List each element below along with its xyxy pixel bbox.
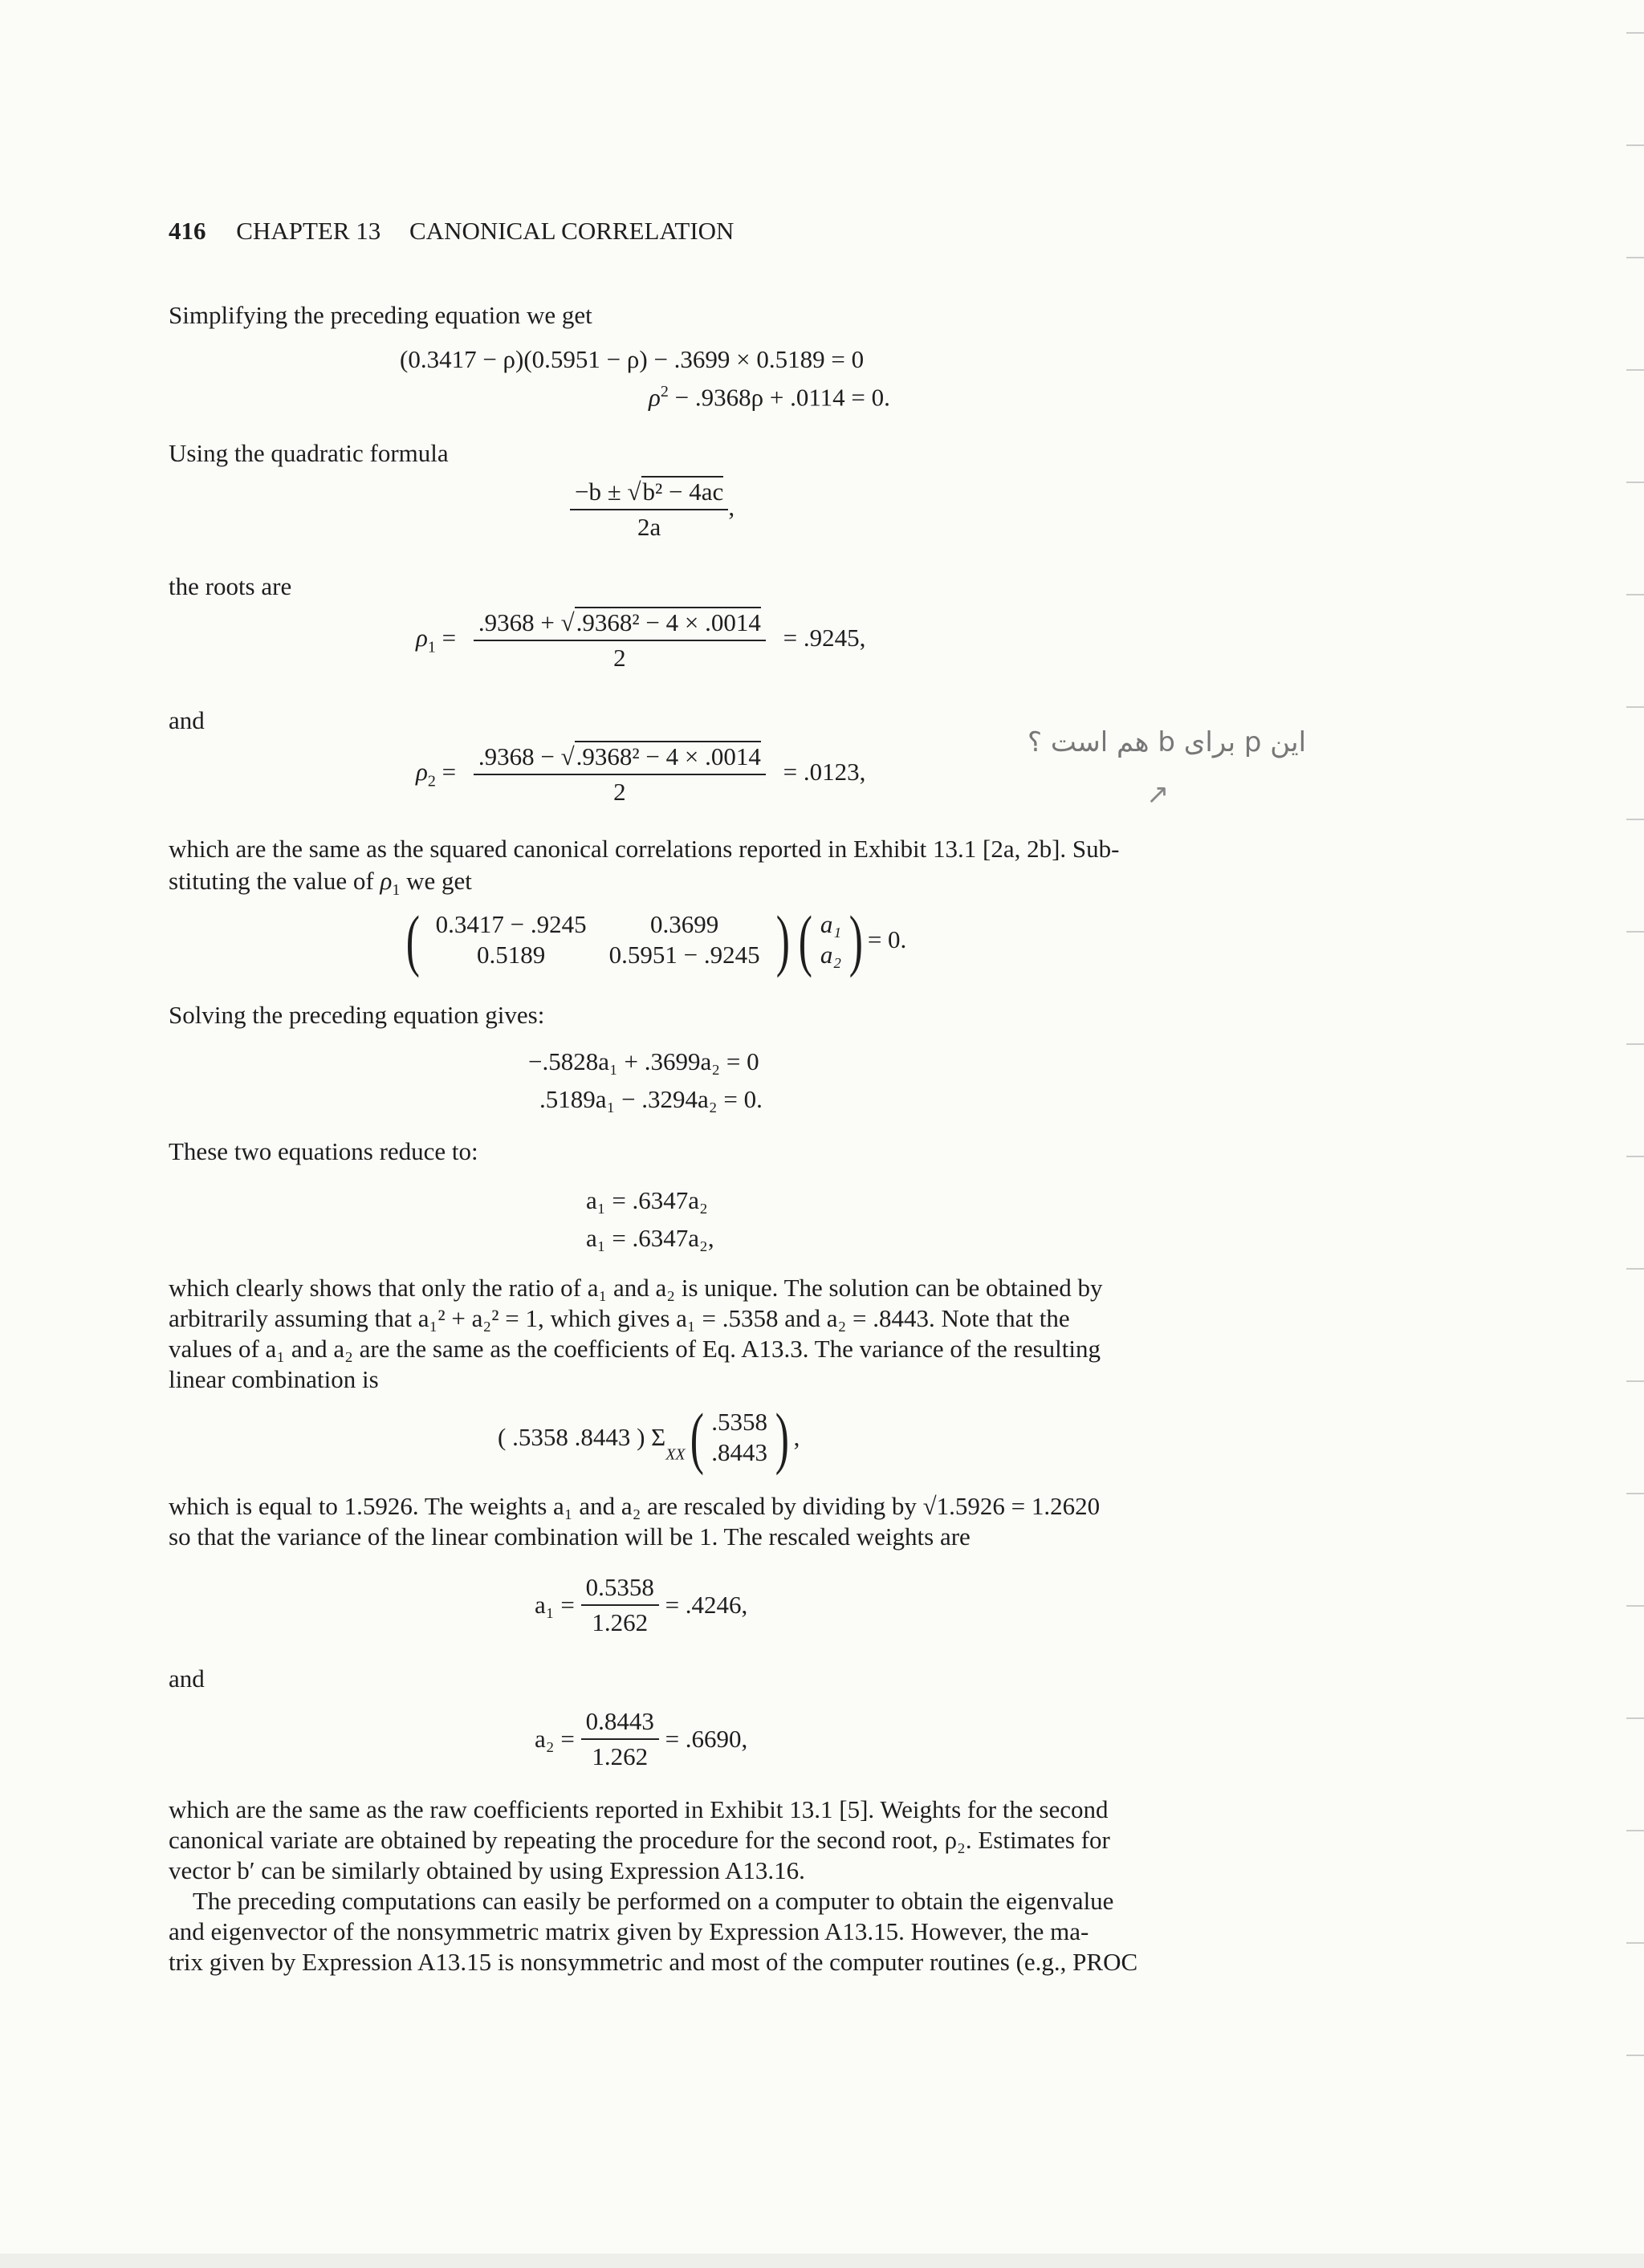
arrow-icon: ↗	[1146, 778, 1170, 811]
margin-mark	[1626, 144, 1644, 146]
matrix-cell: 0.5951 − .9245	[608, 941, 760, 969]
paragraph-squared-line2: stituting the value of $\rho_1$ we get	[169, 867, 472, 900]
equation-characteristic: (0.3417 − ρ)(0.5951 − ρ) − .3699 × 0.5189 = 0	[400, 345, 865, 373]
paragraph-reduce: These two equations reduce to:	[169, 1137, 478, 1165]
rho2-radicand: .9368² − 4 × .0014	[576, 742, 761, 770]
margin-mark	[1626, 1268, 1644, 1270]
rho2-fraction	[474, 742, 766, 807]
quadratic-radicand: b² − 4ac	[642, 478, 724, 506]
paragraph-rescale-line2: so that the variance of the linear combination will be 1. The rescaled weights are	[169, 1522, 971, 1551]
running-header	[169, 215, 734, 247]
quadratic-fraction	[570, 478, 728, 542]
sqrt-icon: √	[560, 742, 575, 770]
paragraph-and-1: and	[169, 706, 205, 734]
equation-weight-a2	[535, 1707, 747, 1771]
rho1-subscript: 1	[427, 638, 436, 656]
weight-a1-numerator: 0.5358	[585, 1573, 654, 1601]
weight-a2-result: = .6690,	[665, 1725, 748, 1753]
equation-reduced-2: a₁ = .6347a₂,	[586, 1224, 714, 1252]
margin-mark	[1626, 931, 1644, 933]
margin-mark	[1626, 706, 1644, 708]
equation-weight-a1	[535, 1573, 747, 1637]
paragraph-raw-line1: which are the same as the raw coefficients reported in Exhibit 13.1 [5]. Weights for the second	[169, 1795, 1109, 1823]
paragraph-ratio-line4: linear combination is	[169, 1365, 379, 1393]
weight-a2-fraction	[581, 1707, 659, 1771]
weight-a1-fraction	[581, 1573, 659, 1637]
vector-entry: a₂	[820, 941, 842, 969]
quadratic-formula	[570, 478, 735, 542]
paragraph-computer-line2: and eigenvector of the nonsymmetric matrix given by Expression A13.15. However, the ma-	[169, 1917, 1089, 1945]
vector-entry: a₁	[820, 910, 842, 938]
margin-mark	[1626, 369, 1644, 371]
variance-subscript: XX	[665, 1445, 686, 1464]
paragraph-roots: the roots are	[169, 572, 292, 600]
weight-a1-denominator: 1.262	[581, 1604, 659, 1637]
equation-quadratic-rho	[649, 383, 890, 412]
rho2-denominator: 2	[474, 774, 766, 807]
margin-mark	[1626, 1942, 1644, 1944]
equation-rho2: $\rho_2$ = $\frac{\text{.9368 − √.9368² − 4 × .0014}}{2}$ = .0123,	[416, 742, 866, 806]
paragraph-ratio-line2: arbitrarily assuming that a₁² + a₂² = 1, which gives a₁ = .5358 and a₂ = .8443. Note that the	[169, 1304, 1070, 1332]
margin-mark	[1626, 482, 1644, 483]
paragraph-ratio-line1: which clearly shows that only the ratio of a₁ and a₂ is unique. The solution can be obtained by	[169, 1274, 1103, 1302]
rho1-denominator: 2	[474, 640, 766, 673]
matrix-rhs: = 0.	[867, 925, 907, 953]
margin-mark	[1626, 1493, 1644, 1494]
handwritten-annotation: این p برای b هم است ؟	[1028, 726, 1307, 758]
margin-mark	[1626, 2055, 1644, 2056]
coefficient-matrix	[425, 909, 771, 970]
weight-a2-lhs: a₂ =	[535, 1725, 575, 1753]
matrix-equation	[401, 901, 907, 978]
variance-row-vector: ( .5358 .8443 ) Σ	[498, 1423, 666, 1451]
paragraph-squared-line1: which are the same as the squared canonical correlations reported in Exhibit 13.1 [2a, 2b]. Sub-	[169, 835, 1120, 863]
margin-mark	[1626, 594, 1644, 595]
bottom-scan-edge	[0, 2254, 1644, 2268]
matrix-cell: 0.3699	[649, 910, 719, 938]
margin-mark	[1626, 1156, 1644, 1157]
left-paren-icon: (	[405, 901, 420, 978]
weight-a2-denominator: 1.262	[581, 1738, 659, 1771]
variance-expression	[498, 1399, 800, 1476]
right-paren-icon: )	[848, 901, 864, 978]
weight-a2-numerator: 0.8443	[585, 1707, 654, 1735]
rho2-subscript: 2	[427, 772, 436, 791]
chapter-label: CHAPTER 13	[236, 217, 381, 245]
rho1-result: = .9245,	[783, 624, 866, 652]
left-paren-icon: (	[798, 901, 813, 978]
rho-symbol: ρ	[649, 383, 661, 412]
variance-column-vector	[708, 1407, 771, 1468]
paragraph-squared-prefix: stituting the value of	[169, 867, 380, 895]
quadratic-numerator-prefix: −b ±	[575, 478, 628, 506]
chapter-title: CANONICAL CORRELATION	[409, 217, 735, 245]
rho2-numerator-prefix: .9368 −	[478, 742, 561, 770]
paragraph-raw-line3: vector b′ can be similarly obtained by using Expression A13.16.	[169, 1856, 805, 1884]
paragraph-squared-suffix: we get	[400, 867, 472, 895]
page-number: 416	[169, 217, 206, 245]
equation-system-1: −.5828a₁ + .3699a₂ = 0	[528, 1047, 759, 1075]
paragraph-raw-line2: canonical variate are obtained by repeating the procedure for the second root, ρ₂. Estimates for	[169, 1826, 1110, 1854]
paragraph-quadratic-formula: Using the quadratic formula	[169, 439, 449, 467]
margin-mark	[1626, 32, 1644, 34]
sqrt-icon: √	[627, 478, 641, 506]
vector-entry: .8443	[711, 1438, 768, 1466]
margin-mark	[1626, 1605, 1644, 1607]
quadratic-denominator: 2a	[570, 509, 728, 542]
right-paren-icon: )	[775, 901, 790, 978]
equation-rho1: $\rho_1$ = $\frac{\text{.9368 + √.9368² − 4 × .0014}}{2}$ = .9245,	[416, 608, 866, 672]
left-paren-icon: (	[690, 1399, 704, 1476]
sqrt-icon: √	[560, 608, 575, 636]
paragraph-solving: Solving the preceding equation gives:	[169, 1001, 545, 1029]
margin-mark	[1626, 1717, 1644, 1719]
vector-entry: .5358	[711, 1408, 768, 1436]
weight-a1-result: = .4246,	[665, 1591, 748, 1619]
right-paren-icon: )	[775, 1399, 789, 1476]
margin-mark	[1626, 1380, 1644, 1382]
rho1-symbol: ρ	[416, 624, 428, 652]
paragraph-simplifying: Simplifying the preceding equation we get	[169, 301, 592, 329]
margin-mark	[1626, 1043, 1644, 1045]
rho1-fraction	[474, 608, 766, 673]
rho2-result: = .0123,	[783, 758, 866, 786]
paragraph-rescale-line1: which is equal to 1.5926. The weights a₁ and a₂ are rescaled by dividing by √1.5926 = 1.2620	[169, 1492, 1101, 1520]
variance-trail: ,	[793, 1423, 800, 1451]
equation-system-2: .5189a₁ − .3294a₂ = 0.	[539, 1085, 763, 1113]
weight-a1-lhs: a₁ =	[535, 1591, 575, 1619]
paragraph-ratio-line3: values of a₁ and a₂ are the same as the coefficients of Eq. A13.3. The variance of the resulting	[169, 1335, 1101, 1363]
equation-rest: − .9368ρ + .0114 = 0.	[668, 383, 890, 412]
paragraph-computer-line3: trix given by Expression A13.15 is nonsymmetric and most of the computer routines (e.g., PROC	[169, 1948, 1138, 1976]
matrix-cell: 0.3417 − .9245	[435, 910, 587, 938]
weight-vector	[817, 909, 844, 970]
rho2-symbol: ρ	[416, 758, 428, 786]
matrix-cell: 0.5189	[477, 941, 546, 969]
margin-mark	[1626, 257, 1644, 258]
rho1-numerator-prefix: .9368 +	[478, 608, 561, 636]
rho-exponent: 2	[660, 383, 669, 400]
margin-mark	[1626, 819, 1644, 820]
margin-mark	[1626, 1830, 1644, 1831]
rho1-radicand: .9368² − 4 × .0014	[576, 608, 761, 636]
paragraph-and-2: and	[169, 1664, 205, 1693]
paragraph-computer-line1: The preceding computations can easily be performed on a computer to obtain the eigenvalue	[193, 1887, 1114, 1915]
equation-reduced-1: a₁ = .6347a₂	[586, 1186, 708, 1214]
quadratic-trail: ,	[728, 493, 735, 522]
